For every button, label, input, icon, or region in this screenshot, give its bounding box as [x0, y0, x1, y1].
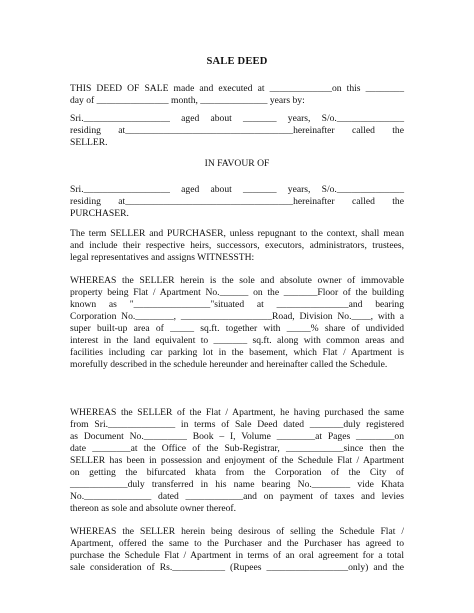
- paragraph-line: property being Flat / Apartment No.______ on the _______Floor of the building: [70, 287, 404, 298]
- paragraph-line: Apartment, offered the same to the Purchaser and the Purchaser has agreed to: [70, 538, 404, 549]
- paragraph-line: day of _______________ month, ______________ years by:: [70, 95, 305, 106]
- paragraph-line: WHEREAS the SELLER of the Flat / Apartment, he having purchased the same: [70, 407, 404, 418]
- paragraph-line: known as "________________"situated at _______________and bearing: [70, 299, 404, 310]
- paragraph-whereas-1: [70, 275, 404, 371]
- sale-deed-page: [70, 0, 404, 613]
- paragraph-line: interest in the land equivalent to _______ sq.ft. along with common areas and: [70, 335, 404, 346]
- paragraph-line: WHEREAS the SELLER herein is the sole and absolute owner of immovable: [70, 275, 404, 286]
- paragraph-line: No.______________ dated ____________and on payment of taxes and levies: [70, 491, 404, 502]
- paragraph-line: facilities including car parking lot in the basement, which Flat / Apartment is: [70, 347, 404, 358]
- paragraph-line: Sri.__________________ aged about _______ years, S/o.______________: [70, 184, 404, 195]
- paragraph-purchaser-details: [70, 184, 404, 220]
- paragraph-in-favour: [70, 158, 404, 170]
- paragraph-line: Sri.__________________ aged about _______ years, S/o.______________: [70, 113, 404, 124]
- paragraph-intro: [70, 83, 404, 107]
- paragraph-whereas-2: [70, 407, 404, 515]
- paragraph-line: legal representatives and assigns WITNESSTH:: [70, 252, 255, 263]
- paragraph-line: purchase the Schedule Flat / Apartment in terms of an oral agreement for a total: [70, 550, 404, 561]
- paragraph-line: The term SELLER and PURCHASER, unless repugnant to the context, shall mean: [70, 228, 404, 239]
- paragraph-line: PURCHASER.: [70, 208, 129, 219]
- paragraph-line: SELLER.: [70, 137, 108, 148]
- paragraph-line: morefully described in the schedule hereunder and hereinafter called the Schedule.: [70, 359, 388, 370]
- paragraph-terms: [70, 228, 404, 264]
- document-title: SALE DEED: [206, 56, 268, 67]
- paragraph-line: and include their respective heirs, successors, executors, administrators, trustees,: [70, 240, 404, 251]
- paragraph-line: thereon as sole and absolute owner thereof.: [70, 503, 236, 514]
- paragraph-line: super built-up area of _____ sq.ft. together with _____% share of undivided: [70, 323, 404, 334]
- paragraph-line: sale consideration of Rs.___________ (Rupees _________________only) and the: [70, 562, 404, 573]
- paragraph-line: residing at___________________________________hereinafter called the: [70, 125, 404, 136]
- paragraph-line: WHEREAS the SELLER herein being desirous of selling the Schedule Flat /: [70, 526, 404, 537]
- paragraph-line: THIS DEED OF SALE made and executed at _____________on this ________: [70, 83, 404, 94]
- paragraph-seller-details: [70, 113, 404, 149]
- paragraph-line: as Document No._________ Book – I, Volume ________at Pages ________on: [70, 431, 404, 442]
- paragraph-line: date ________at the Office of the Sub-Registrar, ____________since then the: [70, 443, 404, 454]
- paragraph-line: Corporation No.________, ___________________Road, Division No.____, with a: [70, 311, 404, 322]
- paragraph-line: from Sri.______________ in terms of Sale Deed dated _______duly registered: [70, 419, 404, 430]
- paragraph-line: ____________duly transferred in his name bearing No.________ vide Khata: [70, 479, 404, 490]
- paragraph-line: on getting the bifurcated khata from the Corporation of the City of: [70, 467, 404, 478]
- paragraph-whereas-3: [70, 526, 404, 574]
- paragraph-line: residing at___________________________________hereinafter called the: [70, 196, 404, 207]
- section-heading: IN FAVOUR OF: [204, 158, 270, 169]
- paragraph-line: SELLER has been in possession and enjoyment of the Schedule Flat / Apartment: [70, 455, 404, 466]
